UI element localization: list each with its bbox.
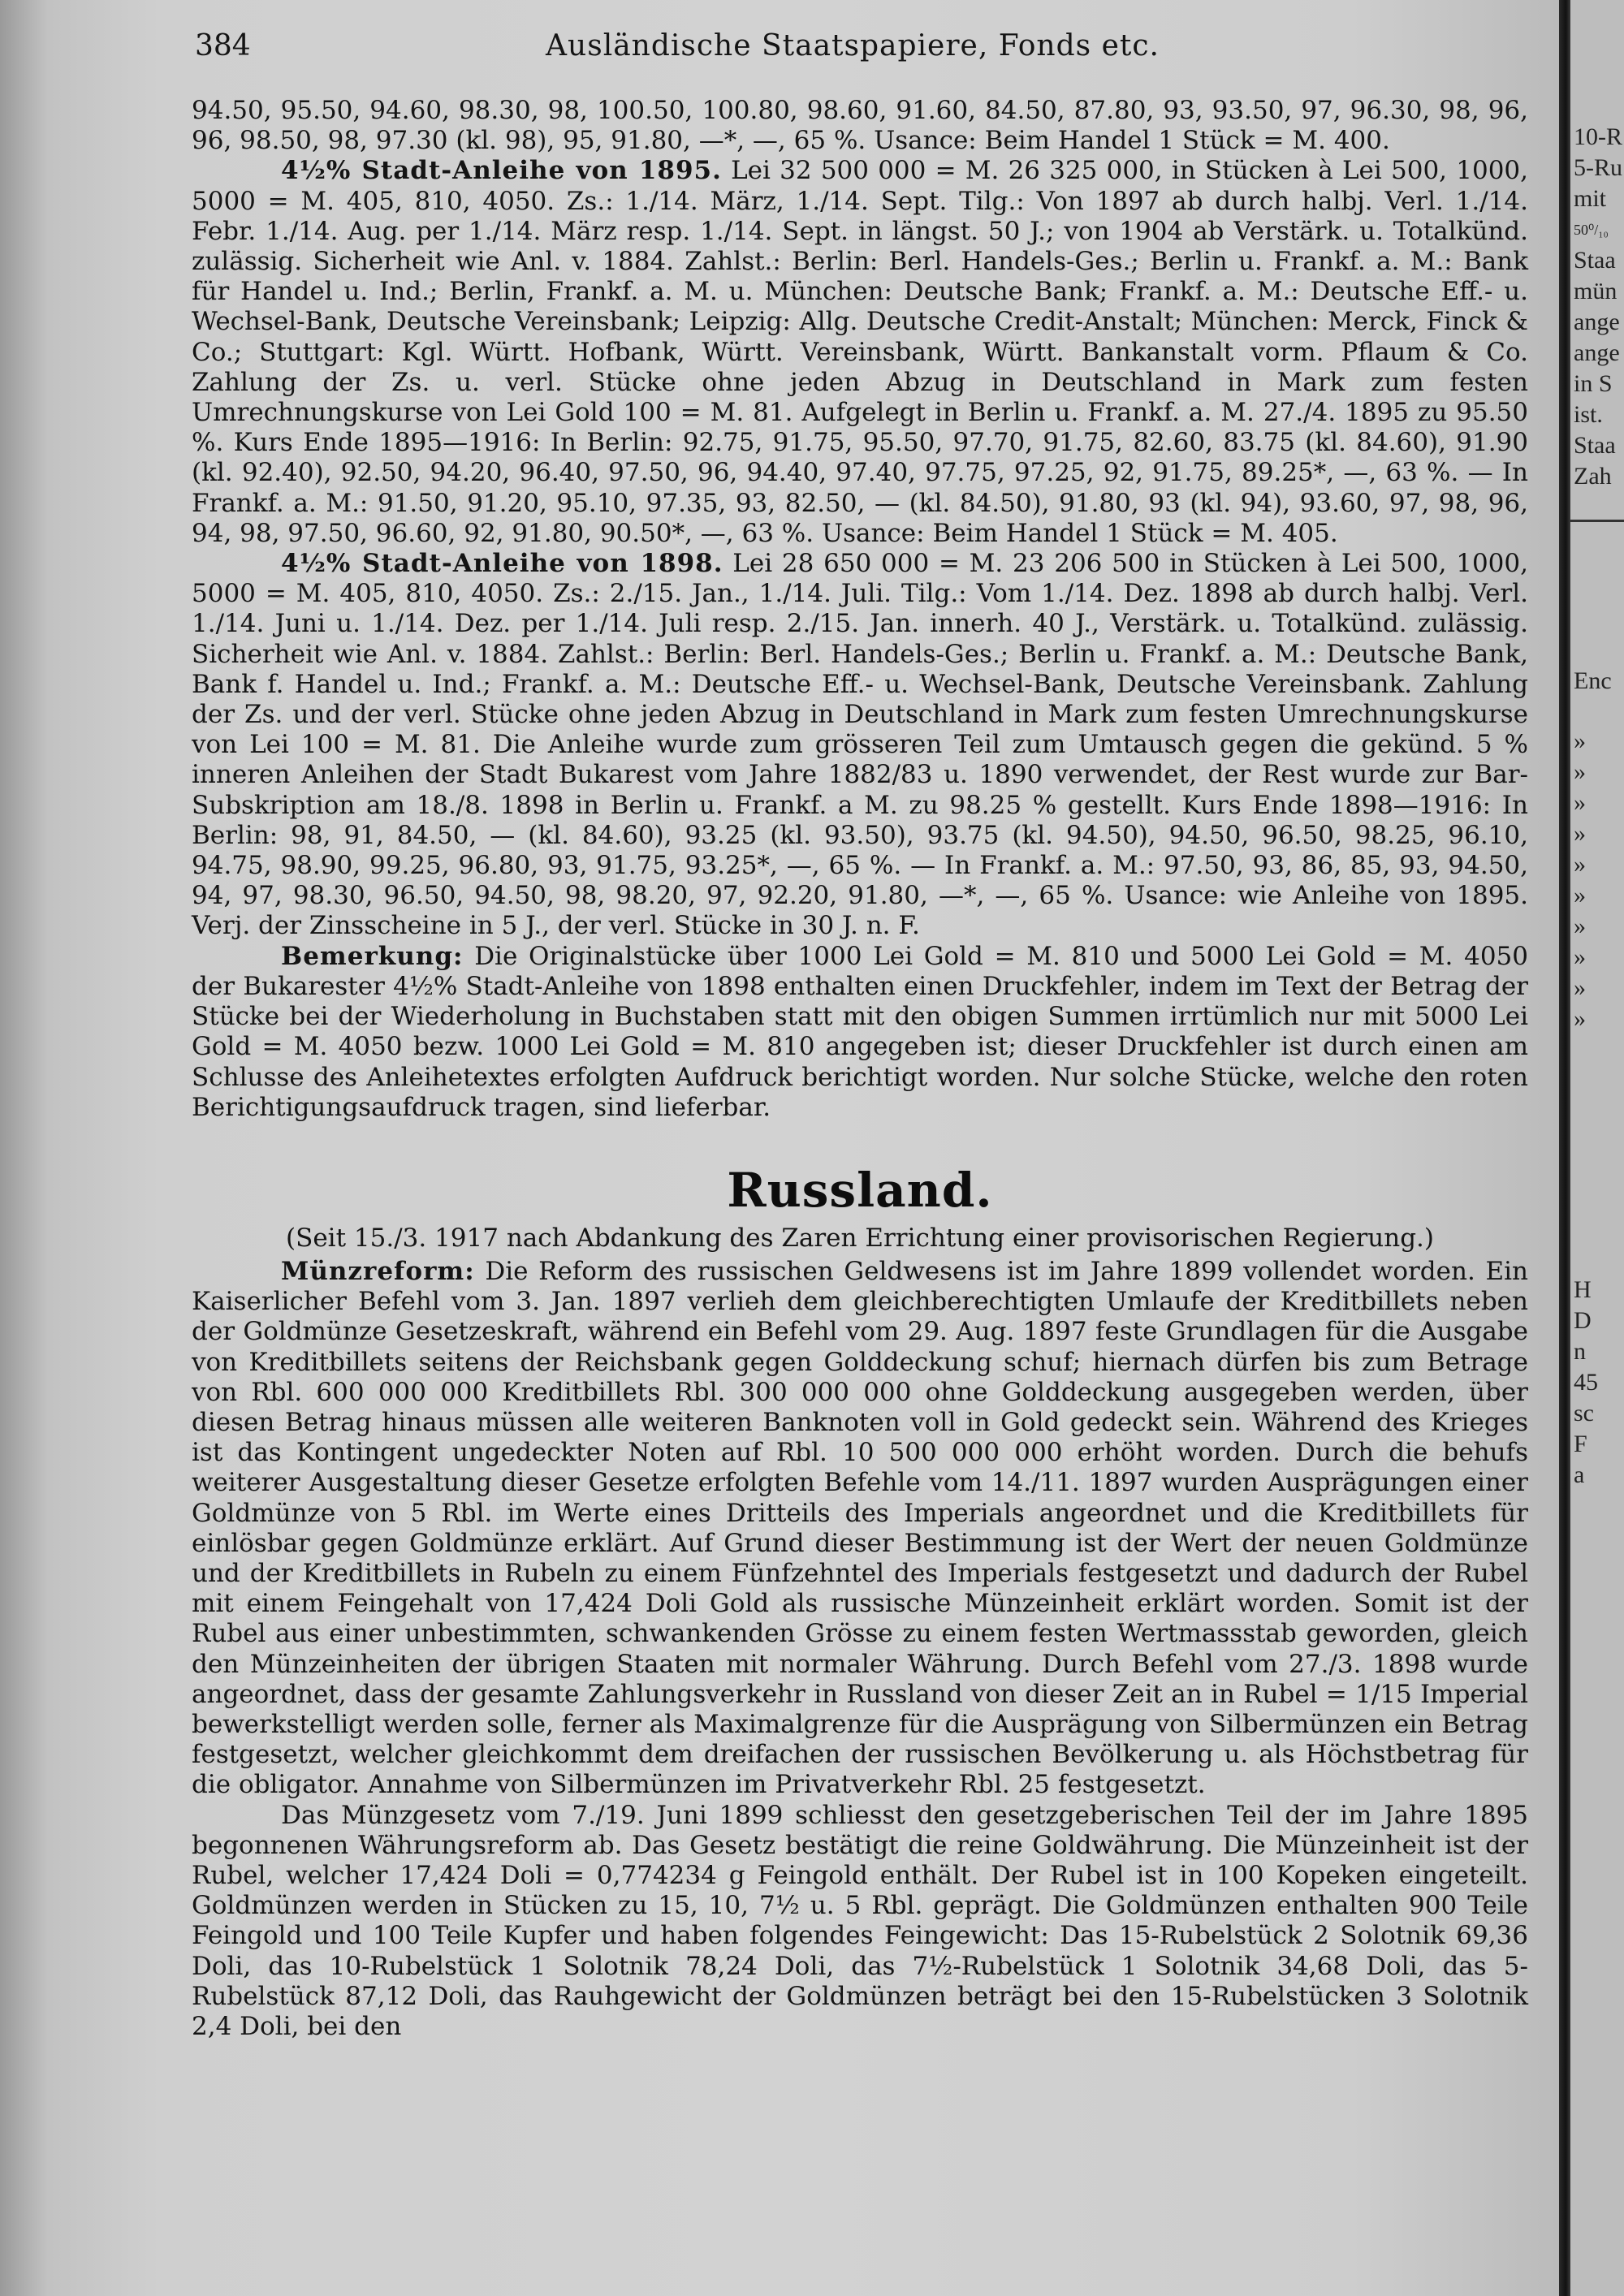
adjacent-page-edge	[1570, 0, 1624, 2296]
paragraph-bemerkung	[192, 942, 1528, 1123]
paragraph-muenzreform	[192, 1257, 1528, 1801]
text-stadt-anleihe-1895: Lei 32 500 000 = M. 26 325 000, in Stücken à Lei 500, 1000, 5000 = M. 405, 810, 4050. Zs.: 1./14. März, 1./14. Sept. Tilg.: Von 1897 ab durch halbj. Verl. 1./14. Febr. 1./14. Aug. per 1./14. März resp. 1./14. Sept. in längst. 50 J.; von 1904 ab Verstärk. u. Totalkünd. zulässig. Sicherheit wie Anl. v. 1884. Zahlst.: Berlin: Berl. Handels-Ges.; Berlin u. Frankf. a. M.: Bank für Handel u. Ind.; Berlin, Frankf. a. M. u. München: Deutsche Bank; Frankf. a. M.: Deutsche Eff.- u. Wechsel-Bank, Deutsche Vereinsbank; Leipzig: Allg. Deutsche Credit-Anstalt; München: Merck, Finck & Co.; Stuttgart: Kgl. Württ. Hofbank, Württ. Vereinsbank, Württ. Bankanstalt vorm. Pflaum & Co. Zahlung der Zs. u. verl. Stücke ohne jeden Abzug in Deutschland in Mark zum festen Umrechnungskurse von Lei Gold 100 = M. 81. Aufgelegt in Berlin u. Frankf. a. M. 27./4. 1895 zu 95.50 %. Kurs Ende 1895—1916: In Berlin: 92.75, 91.75, 95.50, 97.70, 91.75, 82.60, 83.75 (kl. 84.60), 91.90 (kl. 92.40), 92.50, 94.20, 96.40, 97.50, 96, 94.40, 97.40, 97.75, 97.25, 92, 91.75, 89.25*, —, 63 %. — In Frankf. a. M.: 91.50, 91.20, 95.10, 97.35, 93, 82.50, — (kl. 84.50), 91.80, 93 (kl. 94), 93.60, 97, 98, 96, 94, 98, 97.50, 96.60, 92, 91.80, 90.50*, —, 63 %. Usance: Beim Handel 1 Stück = M. 405.	[192, 156, 1528, 548]
adjacent-line: »	[1574, 1005, 1586, 1032]
adjacent-line: mit	[1574, 185, 1607, 212]
adjacent-line: »	[1574, 882, 1586, 908]
heading-stadt-anleihe-1895: 4½% Stadt-Anleihe von 1895.	[281, 156, 722, 186]
adjacent-line: ange	[1574, 309, 1620, 335]
page-header	[195, 26, 1510, 67]
adjacent-line: ist.	[1574, 401, 1603, 428]
paragraph-price-list: 94.50, 95.50, 94.60, 98.30, 98, 100.50, 100.80, 98.60, 91.60, 84.50, 87.80, 93, 93.50, 97, 96.30, 98, 96, 96, 98.50, 98, 97.30 (kl. 98), 95, 91.80, —*, —, 65 %. Usance: Beim Handel 1 Stück = M. 400.	[192, 96, 1528, 156]
adjacent-line: n	[1574, 1338, 1586, 1365]
adjacent-line: 50⁰/₁₀	[1574, 222, 1609, 238]
heading-stadt-anleihe-1898: 4½% Stadt-Anleihe von 1898.	[281, 549, 723, 579]
adjacent-page-rule	[1570, 520, 1624, 522]
text-stadt-anleihe-1898: Lei 28 650 000 = M. 23 206 500 in Stücken à Lei 500, 1000, 5000 = M. 405, 810, 4050. Zs.: 2./15. Jan., 1./14. Juli. Tilg.: Vom 1./14. Dez. 1898 ab durch halbj. Verl. 1./14. Juni u. 1./14. Dez. per 1./14. Juli resp. 2./15. Jan. innerh. 40 J., Verstärk. u. Totalkünd. zulässig. Sicherheit wie Anl. v. 1884. Zahlst.: Berlin: Berl. Handels-Ges.; Berlin u. Frankf. a. M.: Deutsche Bank, Bank f. Handel u. Ind.; Frankf. a. M.: Deutsche Eff.- u. Wechsel-Bank, Deutsche Vereinsbank. Zahlung der Zs. und der verl. Stücke ohne jeden Abzug in Deutschland in Mark zum festen Umrechnungskurse von Lei 100 = M. 81. Die Anleihe wurde zum grösseren Teil zum Umtausch gegen die gekünd. 5 % inneren Anleihen der Stadt Bukarest vom Jahre 1882/83 u. 1890 verwendet, der Rest wurde zur Bar-Subskription am 18./8. 1898 in Berlin u. Frankf. a M. zu 98.25 % gestellt. Kurs Ende 1898—1916: In Berlin: 98, 91, 84.50, — (kl. 84.60), 93.25 (kl. 93.50), 93.75 (kl. 94.50), 94.50, 96.50, 98.25, 96.10, 94.75, 98.90, 99.25, 96.80, 93, 91.75, 93.25*, —, 65 %. — In Frankf. a. M.: 97.50, 93, 86, 85, 93, 94.50, 94, 97, 98.30, 96.50, 94.50, 98, 98.20, 97, 92.20, 91.80, —*, —, 65 %. Usance: wie Anleihe von 1895. Verj. der Zinsscheine in 5 J., der verl. Stücke in 30 J. n. F.	[192, 549, 1528, 941]
adjacent-page-mid-block	[1574, 666, 1612, 1034]
page-number: 384	[195, 29, 251, 63]
adjacent-line: Staa	[1574, 432, 1616, 459]
adjacent-line: in S	[1574, 370, 1613, 397]
adjacent-line: Enc	[1574, 667, 1612, 694]
page-body	[192, 96, 1528, 2042]
paragraph-muenzgesetz: Das Münzgesetz vom 7./19. Juni 1899 schliesst den gesetzgeberischen Teil der im Jahre 1895 begonnenen Währungsreform ab. Das Gesetz bestätigt die reine Goldwährung. Die Münzeinheit ist der Rubel, welcher 17,424 Doli = 0,774234 g Feingold enthält. Der Rubel ist in 100 Kopeken eingeteilt. Goldmünzen werden in Stücken zu 15, 10, 7½ u. 5 Rbl. geprägt. Die Goldmünzen enthalten 900 Teile Feingold und 100 Teile Kupfer und haben folgendes Feingewicht: Das 15-Rubelstück 2 Solotnik 69,36 Doli, das 10-Rubelstück 1 Solotnik 78,24 Doli, das 7½-Rubelstück 1 Solotnik 34,68 Doli, das 5-Rubelstück 87,12 Doli, das Rauhgewicht der Goldmünzen beträgt bei den 15-Rubelstücken 3 Solotnik 2,4 Doli, bei den	[192, 1800, 1528, 2041]
adjacent-page-low-block	[1574, 1275, 1598, 1491]
adjacent-line: »	[1574, 727, 1586, 754]
adjacent-line: »	[1574, 974, 1586, 1001]
section-subtitle: (Seit 15./3. 1917 nach Abdankung des Zaren Errichtung einer provisorischen Regierung.)	[286, 1223, 1434, 1253]
adjacent-line: »	[1574, 943, 1586, 970]
adjacent-line: Zah	[1574, 463, 1612, 490]
adjacent-line: »	[1574, 820, 1586, 847]
adjacent-line: mün	[1574, 278, 1618, 304]
paragraph-stadt-anleihe-1898	[192, 549, 1528, 942]
adjacent-line: 5-Ru	[1574, 154, 1622, 181]
adjacent-line: F	[1574, 1431, 1587, 1457]
adjacent-line: »	[1574, 851, 1586, 878]
adjacent-line: »	[1574, 789, 1586, 816]
section-title-russland: Russland.	[727, 1162, 993, 1218]
adjacent-line: a	[1574, 1461, 1585, 1488]
adjacent-page-top-block	[1574, 122, 1622, 492]
heading-bemerkung: Bemerkung:	[281, 941, 464, 971]
adjacent-line: D	[1574, 1307, 1592, 1334]
book-gutter	[1559, 0, 1570, 2296]
adjacent-line: ange	[1574, 339, 1620, 366]
running-title: Ausländische Staatspapiere, Fonds etc.	[546, 29, 1160, 63]
adjacent-line: 45	[1574, 1369, 1598, 1396]
text-muenzreform: Die Reform des russischen Geldwesens ist im Jahre 1899 vollendet worden. Ein Kaiserlicher Befehl vom 3. Jan. 1897 verlieh dem gleichberechtigten Umlaufe der Kreditbillets neben der Goldmünze Gesetzeskraft, während ein Befehl vom 29. Aug. 1897 feste Grundlagen für die Ausgabe von Kreditbillets seitens der Reichsbank gegen Golddeckung schuf; hiernach dürfen bis zum Betrage von Rbl. 600 000 000 Kreditbillets Rbl. 300 000 000 ohne Golddeckung ausgegeben werden, über diesen Betrag hinaus müssen alle weiteren Banknoten voll in Gold gedeckt sein. Während des Krieges ist das Kontingent ungedeckter Noten auf Rbl. 10 500 000 000 erhöht worden. Durch die behufs weiterer Ausgestaltung dieser Gesetze erfolgten Befehle vom 14./11. 1897 wurden Ausprägungen einer Goldmünze von 5 Rbl. im Werte eines Dritteils des Imperials angeordnet und die Kreditbillets für einlösbar gegen Goldmünze erklärt. Auf Grund dieser Bestimmung ist der Wert der neuen Goldmünze und der Kreditbillets in Rubeln zu einem Fünfzehntel des Imperials festgesetzt und dadurch der Rubel mit einem Feingehalt von 17,424 Doli Gold als russische Münzeinheit erklärt worden. Somit ist der Rubel aus einer unbestimmten, schwankenden Grösse zu einem festen Wertmassstab geworden, gleich den Münzeinheiten der übrigen Staaten mit normaler Währung. Durch Befehl vom 27./3. 1898 wurde angeordnet, dass der gesamte Zahlungsverkehr in Russland von dieser Zeit an in Rubel = 1/15 Imperial bewerkstelligt werden solle, ferner als Maximalgrenze für die Ausprägung von Silbermünzen ein Betrag festgesetzt, welcher gleichkommt dem dreifachen der russischen Bevölkerung u. als Höchstbetrag für die obligator. Annahme von Silbermünzen im Privatverkehr Rbl. 25 festgesetzt.	[192, 1256, 1528, 1800]
adjacent-line: H	[1574, 1276, 1592, 1303]
heading-muenzreform: Münzreform:	[281, 1256, 475, 1286]
adjacent-line: 10-R	[1574, 123, 1622, 150]
text-bemerkung: Die Originalstücke über 1000 Lei Gold = M. 810 und 5000 Lei Gold = M. 4050 der Bukarester 4½% Stadt-Anleihe von 1898 enthalten einen Druckfehler, indem im Text der Betrag der Stücke bei der Wiederholung in Buchstaben statt mit den obigen Summen irrtümlich nur mit 5000 Lei Gold = M. 4050 bezw. 1000 Lei Gold = M. 810 angegeben ist; dieser Druckfehler ist durch einen am Schlusse des Anleihetextes erfolgten Aufdruck berichtigt worden. Nur solche Stücke, welche den roten Berichtigungsaufdruck tragen, sind lieferbar.	[192, 941, 1528, 1122]
adjacent-line: sc	[1574, 1400, 1594, 1426]
adjacent-line: »	[1574, 758, 1586, 785]
adjacent-line: Staa	[1574, 247, 1616, 274]
paragraph-stadt-anleihe-1895	[192, 156, 1528, 549]
adjacent-line: »	[1574, 913, 1586, 939]
